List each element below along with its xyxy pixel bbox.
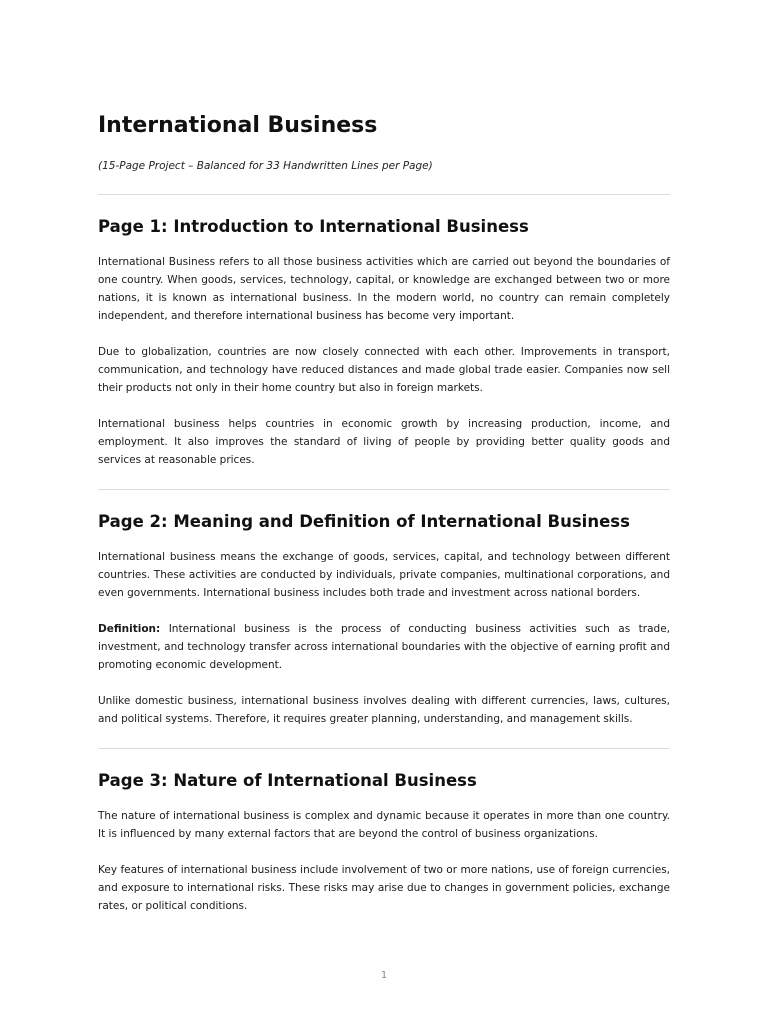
document-subtitle: (15-Page Project – Balanced for 33 Handwritten Lines per Page) <box>98 160 433 172</box>
page-number: 1 <box>380 970 388 981</box>
paragraph: Key features of international business include involvement of two or more nations, use of foreign currencies, and exposure to international risks. These risks may arise due to changes in government policies, exchange rates, or political conditions. <box>98 864 670 912</box>
section-divider <box>98 489 670 490</box>
document-page <box>98 110 670 915</box>
section-page-3 <box>98 769 670 915</box>
section-heading: Page 3: Nature of International Business <box>98 771 477 790</box>
section-heading: Page 2: Meaning and Definition of International Business <box>98 512 630 531</box>
paragraph: Due to globalization, countries are now closely connected with each other. Improvements in transport, communication, and technology have reduced distances and made global trade easier. Companies now sell their products not only in their home country but also in foreign markets. <box>98 346 670 394</box>
definition-label: Definition: <box>98 623 161 635</box>
section-heading: Page 1: Introduction to International Business <box>98 217 529 236</box>
section-divider <box>98 194 670 195</box>
section-page-1 <box>98 215 670 469</box>
definition-text: International business is the process of conducting business activities such as trade, investment, and technology transfer across international boundaries with the objective of earning profit and promoting economic development. <box>98 623 670 671</box>
paragraph: International Business refers to all those business activities which are carried out beyond the boundaries of one country. When goods, services, technology, capital, or knowledge are exchanged between two or more nations, it is known as international business. In the modern world, no country can remain completely independent, and therefore international business has become very important. <box>98 256 670 322</box>
definition-paragraph <box>98 620 670 674</box>
paragraph: The nature of international business is complex and dynamic because it operates in more than one country. It is influenced by many external factors that are beyond the control of business organizations. <box>98 810 670 840</box>
paragraph: International business means the exchange of goods, services, capital, and technology between different countries. These activities are conducted by individuals, private companies, multinational corporations, and even governments. International business includes both trade and investment across national borders. <box>98 551 670 599</box>
document-title: International Business <box>98 113 378 138</box>
section-divider <box>98 748 670 749</box>
paragraph: Unlike domestic business, international business involves dealing with different currencies, laws, cultures, and political systems. Therefore, it requires greater planning, understanding, and management skills. <box>98 695 670 725</box>
paragraph: International business helps countries in economic growth by increasing production, income, and employment. It also improves the standard of living of people by providing better quality goods and services at reasonable prices. <box>98 418 670 466</box>
section-page-2 <box>98 510 670 728</box>
